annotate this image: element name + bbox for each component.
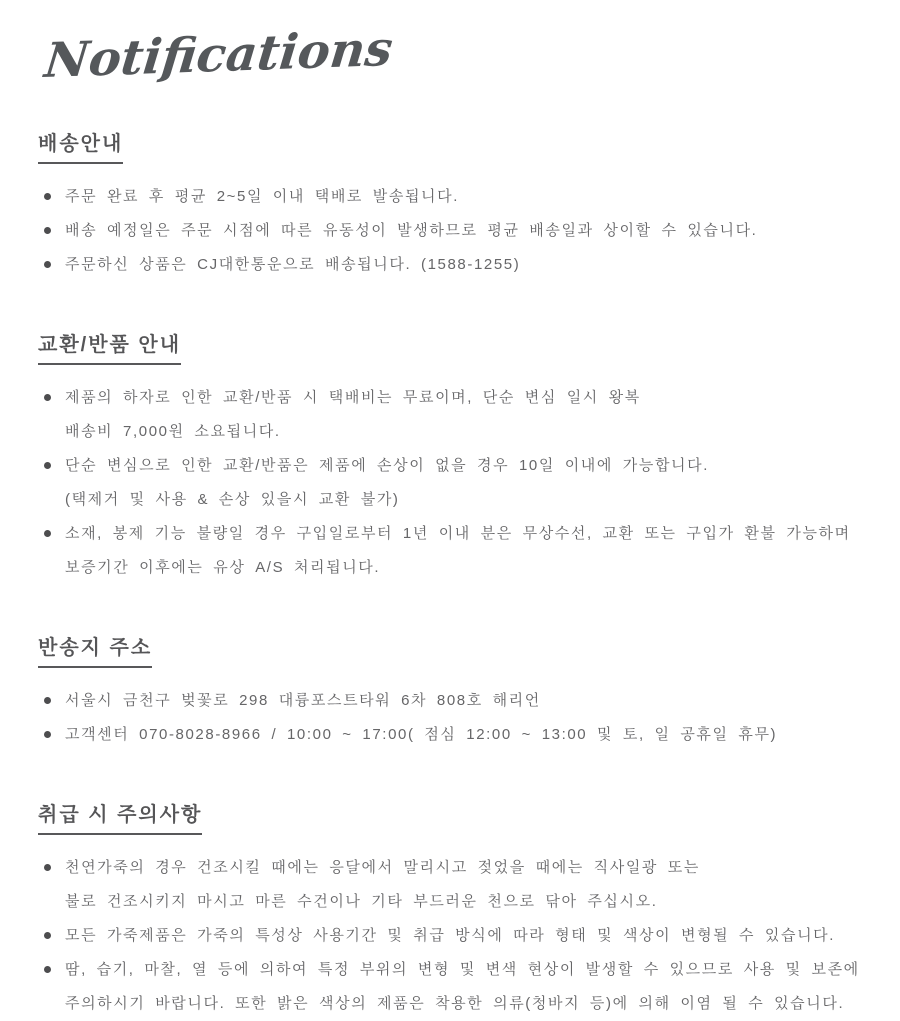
- notice-line-continuation: 주의하시기 바랍니다. 또한 밝은 색상의 제품은 착용한 의류(청바지 등)에 의해 이염 될 수 있습니다.: [65, 995, 845, 1013]
- notice-line: 배송 예정일은 주문 시점에 따른 유동성이 발생하므로 평균 배송일과 상이할 수 있습니다.: [65, 222, 758, 240]
- notice-line: 주문 완료 후 평균 2~5일 이내 택배로 발송됩니다.: [65, 188, 460, 206]
- notice-item: [38, 180, 872, 214]
- notice-line-continuation: 불로 건조시키지 마시고 마른 수건이나 기타 부드러운 천으로 닦아 주십시오.: [65, 893, 658, 911]
- section-heading: 배송안내: [38, 127, 123, 164]
- section-heading: 교환/반품 안내: [38, 328, 181, 365]
- bullet-icon: [44, 864, 51, 871]
- notice-list: [38, 381, 872, 585]
- notice-item: [38, 214, 872, 248]
- notice-line: 단순 변심으로 인한 교환/반품은 제품에 손상이 없을 경우 10일 이내에 가능합니다.: [65, 457, 709, 475]
- bullet-icon: [44, 462, 51, 469]
- notice-line: 모든 가죽제품은 가죽의 특성상 사용기간 및 취급 방식에 따라 형태 및 색상이 변형될 수 있습니다.: [65, 927, 836, 945]
- bullet-icon: [44, 966, 51, 973]
- section-shipping-info: [38, 127, 872, 282]
- notice-list: [38, 684, 872, 752]
- bullet-icon: [44, 193, 51, 200]
- notice-item: [38, 517, 872, 585]
- notice-line-continuation: 보증기간 이후에는 유상 A/S 처리됩니다.: [65, 559, 381, 577]
- notice-line: 천연가죽의 경우 건조시킬 때에는 응달에서 말리시고 젖었을 때에는 직사일광 또는: [65, 859, 700, 877]
- notice-line: 제품의 하자로 인한 교환/반품 시 택배비는 무료이며, 단순 변심 일시 왕복: [65, 389, 641, 407]
- notice-line: 고객센터 070-8028-8966 / 10:00 ~ 17:00( 점심 12:00 ~ 13:00 및 토, 일 공휴일 휴무): [65, 726, 778, 744]
- bullet-icon: [44, 227, 51, 234]
- bullet-icon: [44, 731, 51, 738]
- notice-line: 서울시 금천구 벚꽃로 298 대륭포스트타워 6차 808호 해리언: [65, 692, 541, 710]
- notice-line-continuation: 배송비 7,000원 소요됩니다.: [65, 423, 281, 441]
- notice-item: [38, 248, 872, 282]
- bullet-icon: [44, 261, 51, 268]
- notice-item: [38, 953, 872, 1021]
- notice-item: [38, 684, 872, 718]
- section-exchange-return: [38, 328, 872, 585]
- notice-line: 소재, 봉제 기능 불량일 경우 구입일로부터 1년 이내 분은 무상수선, 교환 또는 구입가 환불 가능하며: [65, 525, 851, 543]
- bullet-icon: [44, 530, 51, 537]
- bullet-icon: [44, 394, 51, 401]
- notice-item: [38, 449, 872, 517]
- section-return-address: [38, 631, 872, 752]
- notice-item: [38, 381, 872, 449]
- section-heading: 취급 시 주의사항: [38, 798, 202, 835]
- bullet-icon: [44, 697, 51, 704]
- notice-line-continuation: (택제거 및 사용 & 손상 있을시 교환 불가): [65, 491, 400, 509]
- notice-line: 주문하신 상품은 CJ대한통운으로 배송됩니다. (1588-1255): [65, 256, 521, 274]
- bullet-icon: [44, 932, 51, 939]
- notice-list: [38, 180, 872, 282]
- notice-line: 땀, 습기, 마찰, 열 등에 의하여 특정 부위의 변형 및 변색 현상이 발생할 수 있으므로 사용 및 보존에: [65, 961, 860, 979]
- notice-item: [38, 851, 872, 919]
- section-handling-precautions: [38, 798, 872, 1021]
- notice-item: [38, 718, 872, 752]
- page-title: Notifications: [42, 20, 396, 90]
- notice-list: [38, 851, 872, 1021]
- notice-item: [38, 919, 872, 953]
- section-heading: 반송지 주소: [38, 631, 152, 668]
